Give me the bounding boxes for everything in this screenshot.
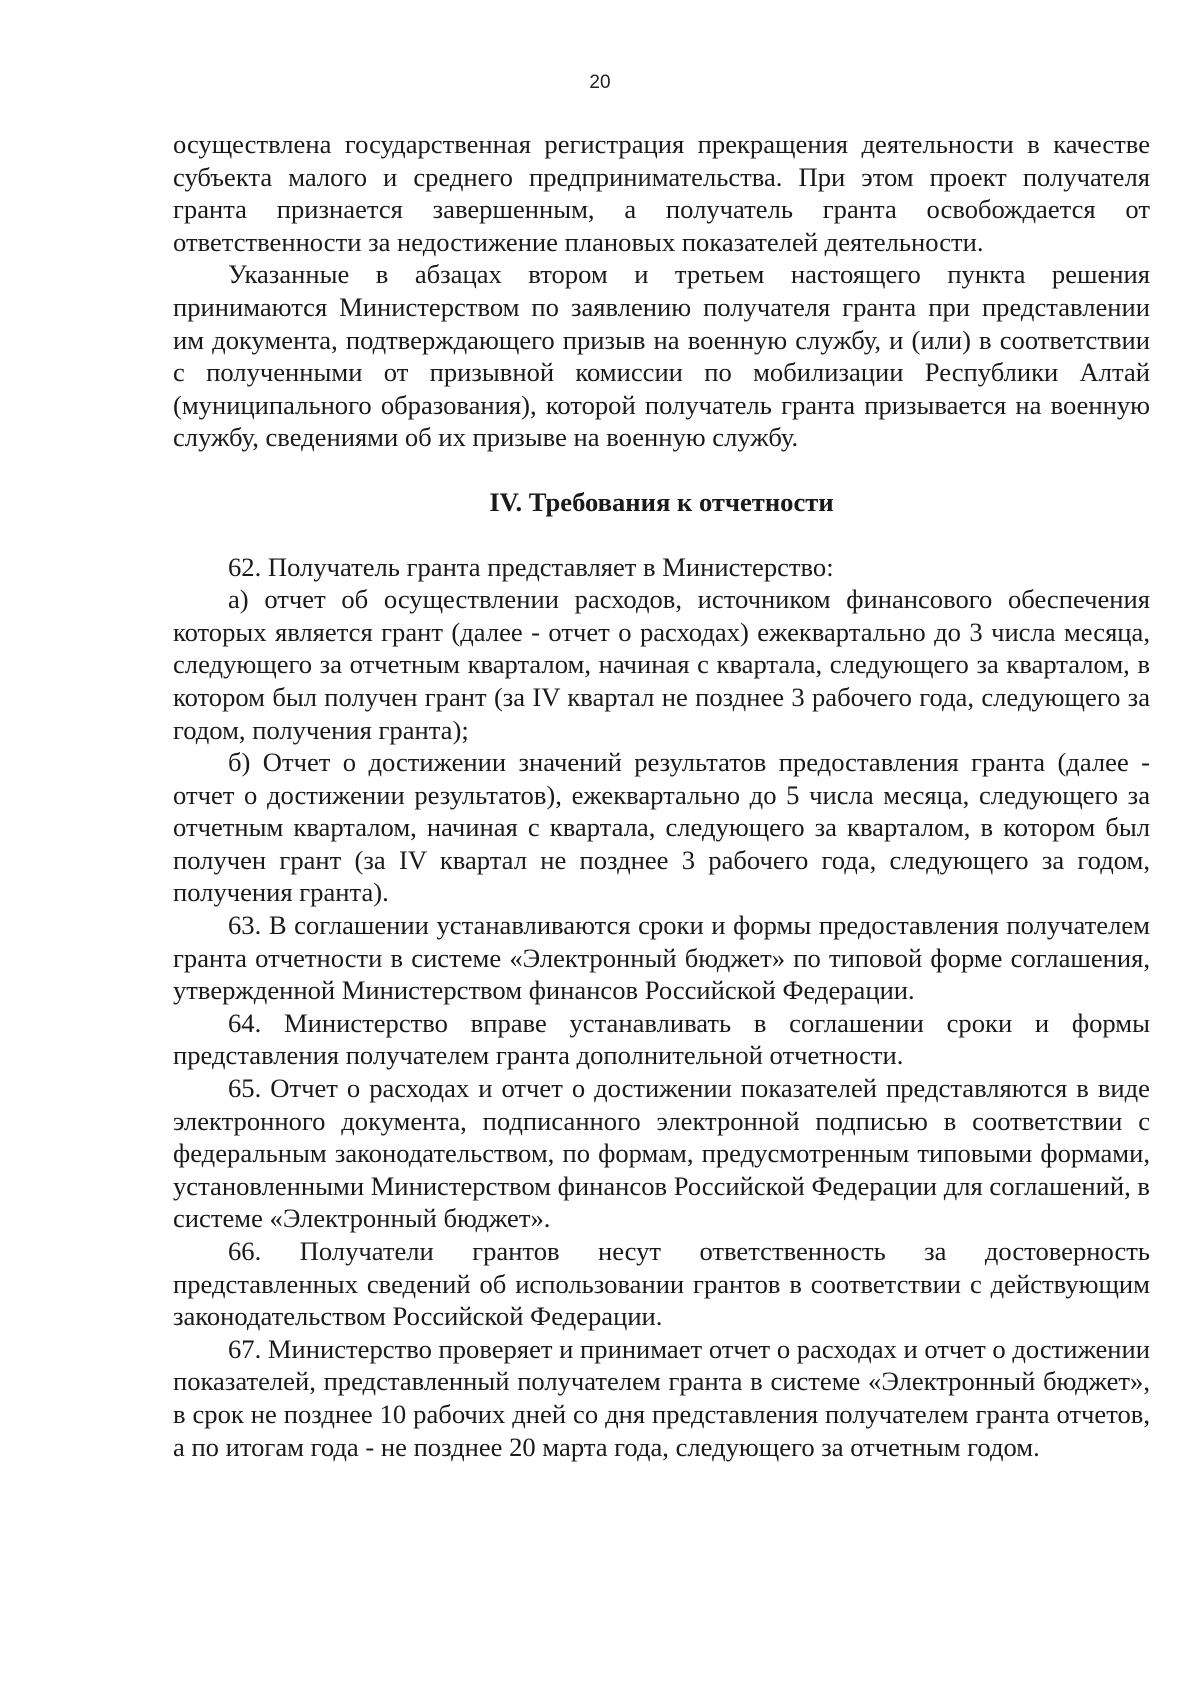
clause-67: 67. Министерство проверяет и принимает отчет о расходах и отчет о достижении показателей, представленный получателем гранта в системе «Электронный бюджет», в срок не позднее 10 рабочих дней со дня представления получателем гранта отчетов, а по итогам года - не позднее 20 марта года, следующего за отчетным годом.	[173, 1333, 1150, 1462]
paragraph-decisions: Указанные в абзацах втором и третьем настоящего пункта решения принимаются Министерством по заявлению получателя гранта при представлении им документа, подтверждающего призыв на военную службу, и (или) в соответствии с полученными от призывной комиссии по мобилизации Республики Алтай (муниципального образования), которой получатель гранта призывается на военную службу, сведениями об их призыве на военную службу.	[173, 259, 1150, 453]
section-heading: IV. Требования к отчетности	[489, 486, 834, 517]
document-body	[173, 128, 1150, 1463]
clause-62-a: а) отчет об осуществлении расходов, источником финансового обеспечения которых является грант (далее - отчет о расходах) ежеквартально до 3 числа месяца, следующего за отчетным кварталом, начиная с квартала, следующего за кварталом, в котором был получен грант (за IV квартал не позднее 3 рабочего года, следующего за годом, получения гранта);	[173, 584, 1150, 745]
clause-64: 64. Министерство вправе устанавливать в соглашении сроки и формы представления получателем гранта дополнительной отчетности.	[173, 1007, 1150, 1071]
clause-63: 63. В соглашении устанавливаются сроки и формы предоставления получателем гранта отчетности в системе «Электронный бюджет» по типовой форме соглашения, утвержденной Министерством финансов Российской Федерации.	[173, 910, 1150, 1006]
clause-62: 62. Получатель гранта представляет в Министерство:	[228, 551, 834, 582]
paragraph-continuation: осуществлена государственная регистрация прекращения деятельности в качестве субъекта малого и среднего предпринимательства. При этом проект получателя гранта признается завершенным, а получатель гранта освобождается от ответственности за недостижение плановых показателей деятельности.	[173, 129, 1150, 257]
clause-66: 66. Получатели грантов несут ответственность за достоверность представленных сведений об использовании грантов в соответствии с действующим законодательством Российской Федерации.	[173, 1236, 1150, 1332]
clause-62-b: б) Отчет о достижении значений результатов предоставления гранта (далее - отчет о достижении результатов), ежеквартально до 5 числа месяца, следующего за отчетным кварталом, начиная с квартала, следующего за кварталом, в котором был получен грант (за IV квартал не позднее 3 рабочего года, следующего за годом, получения гранта).	[173, 747, 1150, 908]
clause-65: 65. Отчет о расходах и отчет о достижении показателей представляются в виде электронного документа, подписанного электронной подписью в соответствии с федеральным законодательством, по формам, предусмотренным типовыми формами, установленными Министерством финансов Российской Федерации для соглашений, в системе «Электронный бюджет».	[173, 1073, 1150, 1234]
page-number: 20	[589, 72, 611, 93]
